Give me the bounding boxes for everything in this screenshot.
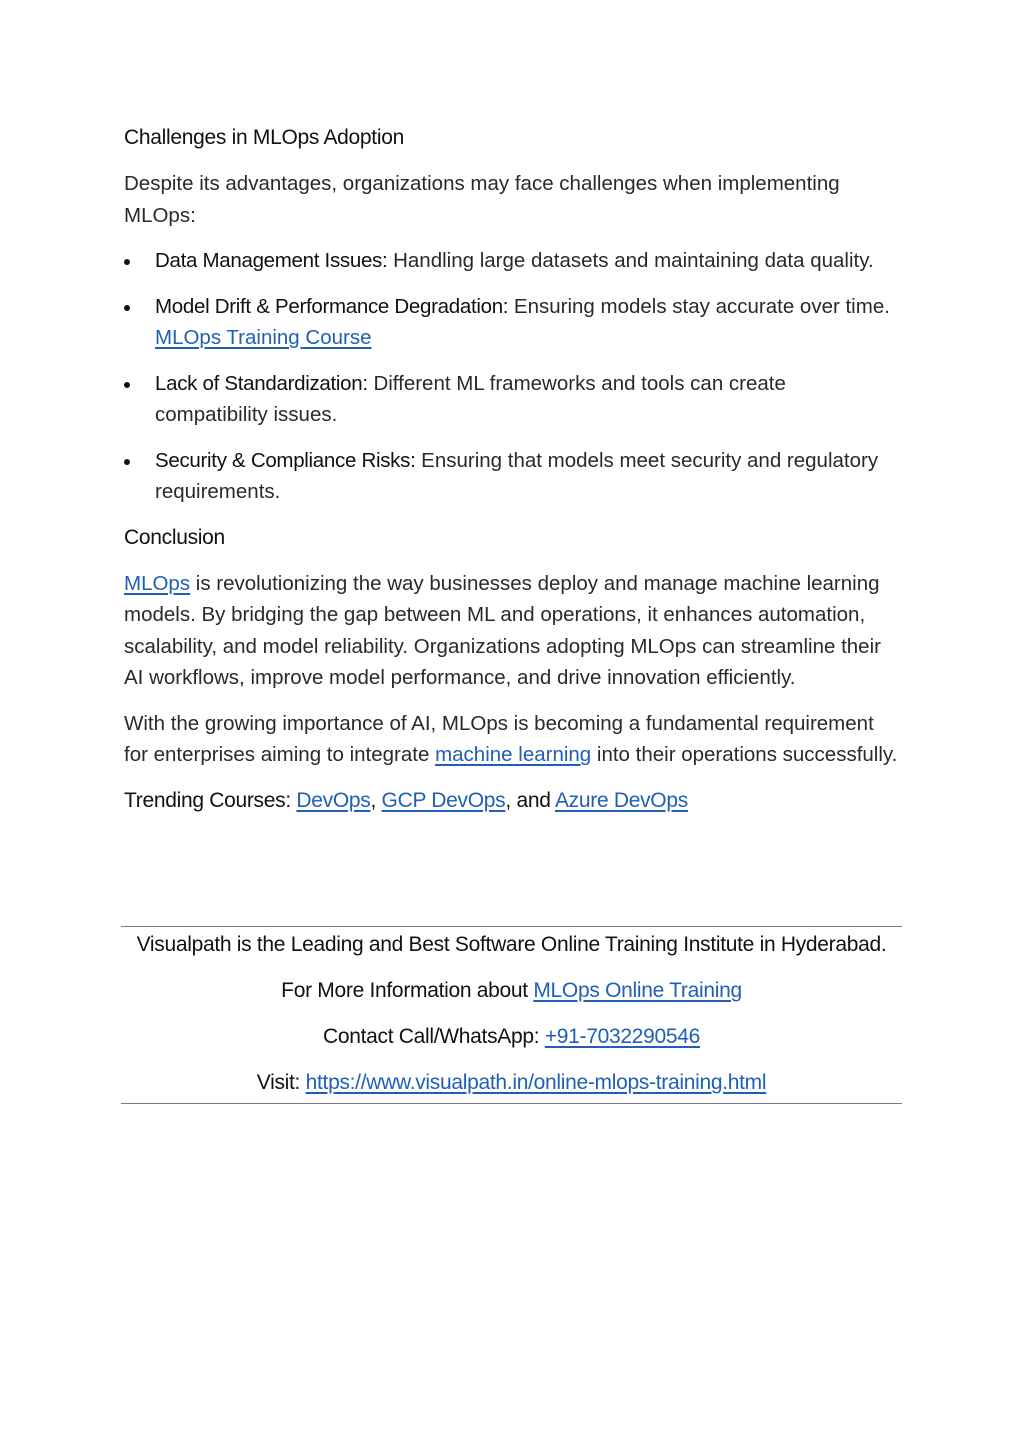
institute-statement: Visualpath is the Leading and Best Software Online Training Institute in Hyderabad. bbox=[136, 933, 887, 956]
challenge-term: Security & Compliance Risks: bbox=[155, 448, 416, 472]
trending-separator: , bbox=[370, 788, 382, 812]
section-heading-challenges: Challenges in MLOps Adoption bbox=[124, 126, 404, 149]
visit-label: Visit: bbox=[256, 1071, 306, 1094]
challenge-term: Data Management Issues: bbox=[155, 249, 388, 272]
challenge-text: Different ML frameworks and tools can create compatibility issues. bbox=[155, 371, 786, 426]
conclusion-paragraph-1 bbox=[124, 568, 900, 694]
trending-label: Trending Courses: bbox=[124, 788, 297, 812]
conclusion-paragraph-2-before: With the growing importance of AI, MLOps is becoming a fundamental requirement for enterprises aiming to integrate bbox=[124, 711, 874, 766]
machine-learning-link[interactable]: machine learning bbox=[435, 743, 592, 766]
list-item bbox=[124, 291, 900, 354]
mlops-link[interactable]: MLOps bbox=[124, 571, 191, 595]
challenge-text: Ensuring that models meet security and regulatory requirements. bbox=[155, 448, 879, 503]
challenge-text: Handling large datasets and maintaining data quality. bbox=[387, 249, 874, 272]
more-info-line bbox=[121, 975, 902, 1007]
contact-label: Contact Call/WhatsApp: bbox=[322, 1025, 545, 1048]
more-info-label: For More Information about bbox=[281, 979, 534, 1002]
conclusion-paragraph-2-after: into their operations successfully. bbox=[591, 743, 898, 766]
list-item bbox=[124, 368, 900, 431]
gcp-devops-link[interactable]: GCP DevOps bbox=[381, 788, 506, 812]
visit-line bbox=[121, 1067, 902, 1099]
bullet-icon bbox=[124, 382, 130, 388]
contact-line bbox=[121, 1021, 902, 1053]
list-item bbox=[124, 245, 900, 277]
challenges-list bbox=[124, 245, 900, 508]
challenge-text: Ensuring models stay accurate over time. bbox=[508, 294, 890, 318]
challenge-term: Lack of Standardization: bbox=[155, 371, 368, 395]
trending-courses bbox=[124, 785, 900, 817]
website-link[interactable]: https://www.visualpath.in/online-mlops-training.html bbox=[305, 1071, 767, 1094]
bullet-icon bbox=[124, 305, 130, 311]
bullet-icon bbox=[124, 459, 130, 465]
trending-separator: , and bbox=[505, 788, 555, 812]
section-heading-conclusion: Conclusion bbox=[124, 525, 225, 549]
mlops-online-training-link[interactable]: MLOps Online Training bbox=[533, 979, 742, 1002]
document-content bbox=[124, 122, 900, 817]
conclusion-paragraph-2 bbox=[124, 708, 900, 771]
challenges-intro: Despite its advantages, organizations may face challenges when implementing MLOps: bbox=[124, 172, 840, 227]
contact-footer bbox=[121, 926, 902, 1104]
azure-devops-link[interactable]: Azure DevOps bbox=[554, 788, 688, 812]
mlops-training-course-link[interactable]: MLOps Training Course bbox=[155, 326, 372, 349]
list-item bbox=[124, 445, 900, 508]
conclusion-paragraph-1-text: is revolutionizing the way businesses deploy and manage machine learning models. By bridging the gap between ML and operations, it enhances automation, scalability, and model reliability. Organizations adopting MLOps can streamline their AI workflows, improve model performance, and drive innovation efficiently. bbox=[124, 571, 881, 689]
devops-link[interactable]: DevOps bbox=[296, 788, 371, 812]
phone-link[interactable]: +91-7032290546 bbox=[544, 1025, 701, 1048]
challenge-term: Model Drift & Performance Degradation: bbox=[155, 294, 509, 318]
bullet-icon bbox=[124, 259, 130, 265]
